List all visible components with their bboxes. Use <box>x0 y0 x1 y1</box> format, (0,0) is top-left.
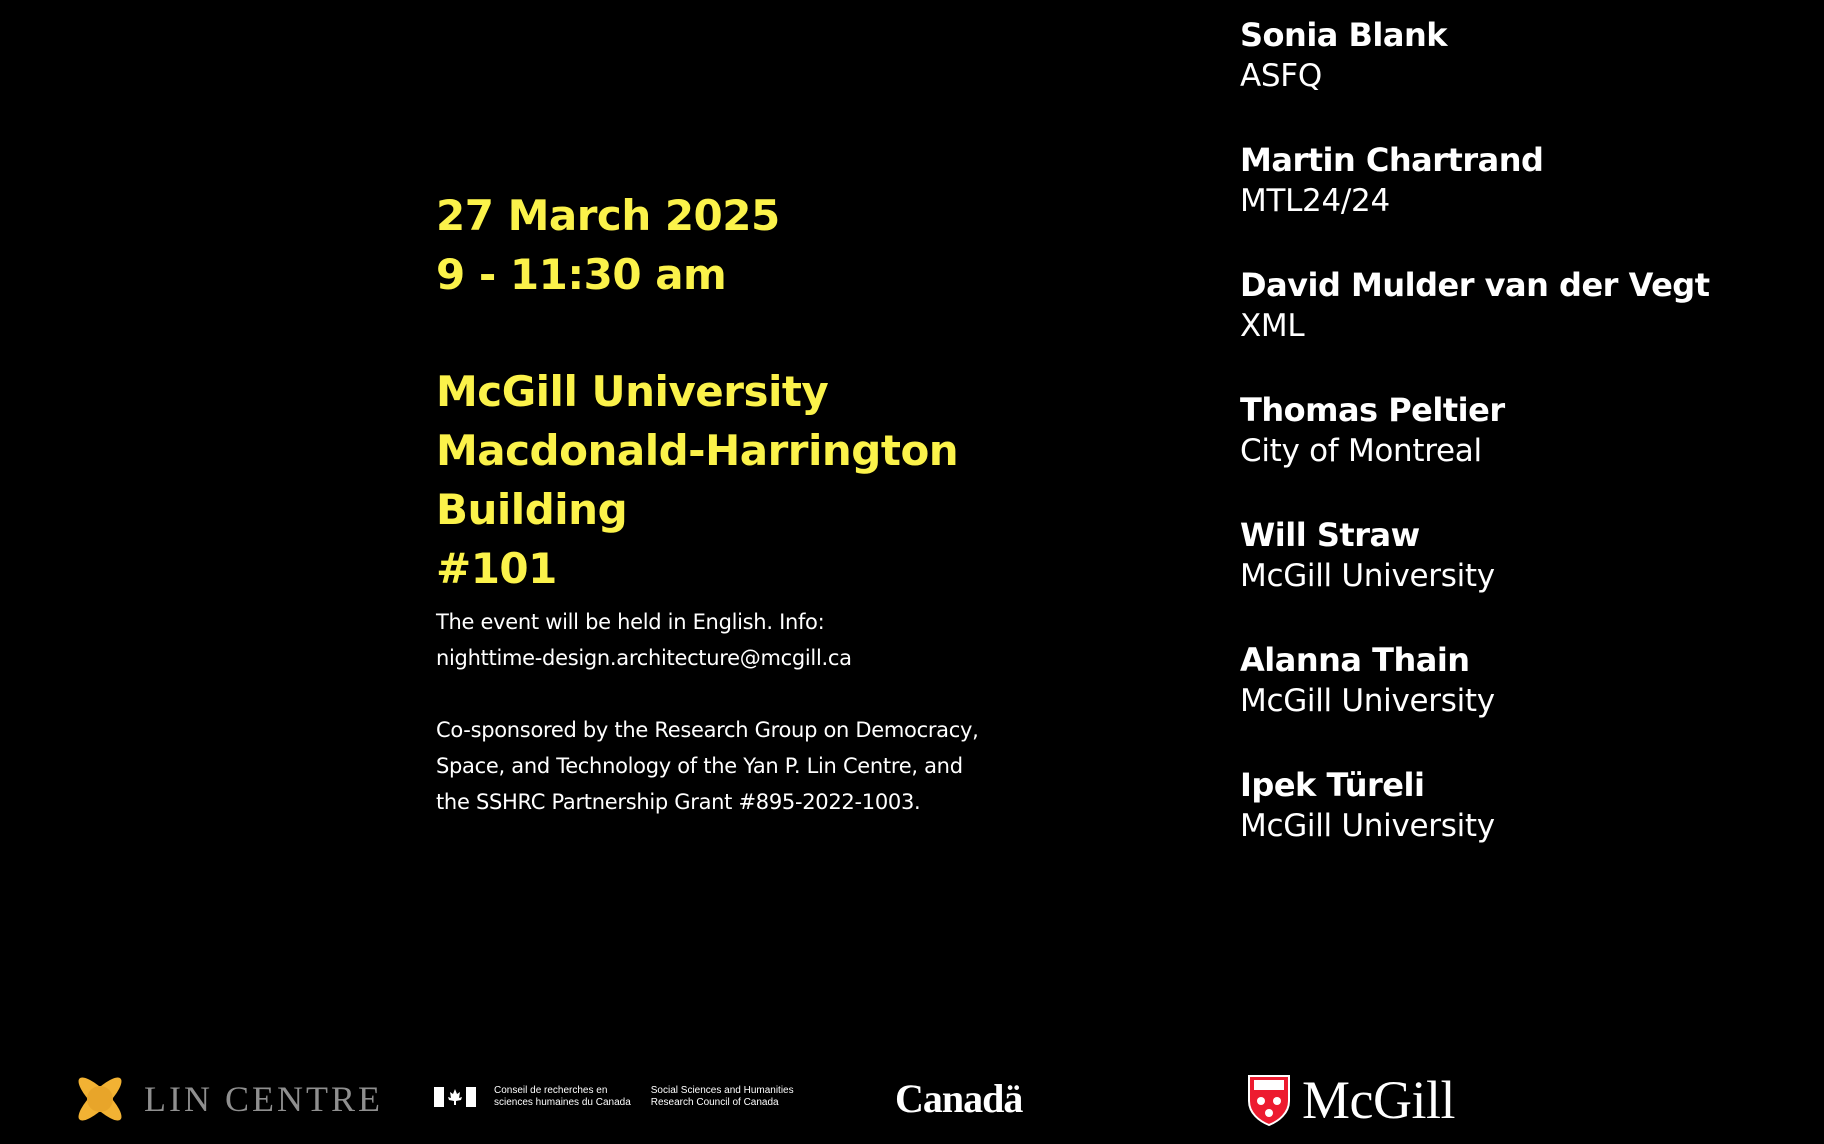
speaker-name: Thomas Peltier <box>1240 391 1505 429</box>
event-time: 9 - 11:30 am <box>436 250 727 299</box>
lin-centre-logo <box>70 1069 383 1129</box>
speaker-name: Ipek Türeli <box>1240 766 1425 804</box>
speaker-item <box>1240 764 1800 889</box>
speaker-item <box>1240 639 1800 764</box>
speaker-list <box>1240 14 1800 889</box>
sponsor-line: the SSHRC Partnership Grant #895-2022-1003. <box>436 790 921 814</box>
sshrc-english-name <box>651 1085 794 1109</box>
lin-centre-emblem-icon <box>70 1069 130 1129</box>
speaker-affiliation: MTL24/24 <box>1240 183 1390 219</box>
mcgill-crest-icon <box>1246 1073 1292 1127</box>
speaker-name: Martin Chartrand <box>1240 141 1544 179</box>
speaker-affiliation: McGill University <box>1240 808 1495 844</box>
speaker-item <box>1240 264 1800 389</box>
event-venue-line1: McGill University <box>436 367 829 416</box>
sshrc-french-name <box>494 1085 631 1109</box>
canada-wordmark: Canadä <box>895 1076 1023 1121</box>
contact-email[interactable]: nighttime-design.architecture@mcgill.ca <box>436 646 852 670</box>
sshrc-en-line: Social Sciences and Humanities <box>650 1085 794 1096</box>
sshrc-en-line: Research Council of Canada <box>650 1097 779 1108</box>
mcgill-logo <box>1246 1069 1455 1131</box>
event-venue-line2: Macdonald-Harrington Building <box>436 426 959 534</box>
speaker-name: Will Straw <box>1240 516 1420 554</box>
event-info <box>436 604 1076 820</box>
canada-flag-icon <box>434 1087 476 1107</box>
sshrc-fr-line: sciences humaines du Canada <box>494 1097 631 1108</box>
sponsor-line: Co-sponsored by the Research Group on Democracy, <box>436 718 979 742</box>
speaker-name: Alanna Thain <box>1240 641 1470 679</box>
speaker-item <box>1240 139 1800 264</box>
speaker-item <box>1240 514 1800 639</box>
speaker-affiliation: City of Montreal <box>1240 433 1482 469</box>
speaker-item <box>1240 14 1800 139</box>
event-venue-line3: #101 <box>436 544 557 593</box>
language-note: The event will be held in English. Info: <box>436 610 825 634</box>
sponsor-line: Space, and Technology of the Yan P. Lin Centre, and <box>436 754 963 778</box>
speaker-name: Sonia Blank <box>1240 16 1448 54</box>
event-details <box>436 186 1136 598</box>
speaker-affiliation: McGill University <box>1240 558 1495 594</box>
mcgill-wordmark: McGill <box>1302 1070 1455 1130</box>
speaker-affiliation: McGill University <box>1240 683 1495 719</box>
speaker-affiliation: XML <box>1240 308 1305 344</box>
speaker-item <box>1240 389 1800 514</box>
event-date: 27 March 2025 <box>436 191 780 240</box>
speaker-name: David Mulder van der Vegt <box>1240 266 1710 304</box>
sponsor-logos <box>0 1055 1824 1135</box>
lin-centre-wordmark: LIN CENTRE <box>144 1079 383 1119</box>
speaker-affiliation: ASFQ <box>1240 58 1322 94</box>
sshrc-fr-line: Conseil de recherches en <box>494 1085 608 1096</box>
sshrc-logo <box>434 1085 794 1109</box>
